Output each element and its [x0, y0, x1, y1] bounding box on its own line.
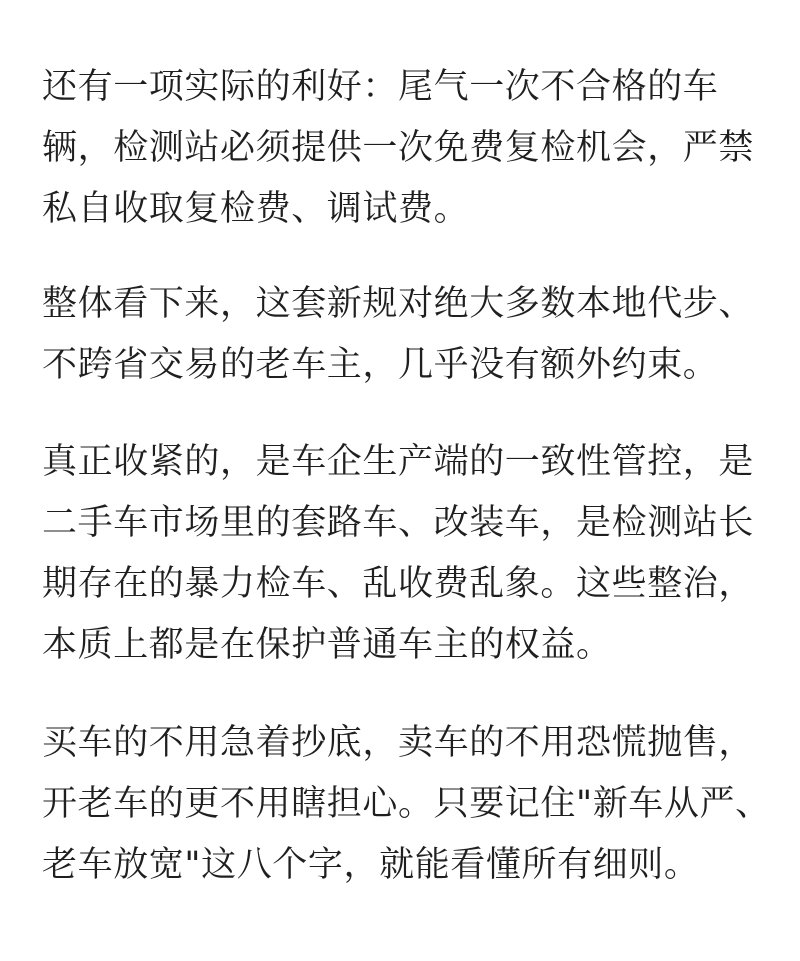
paragraph-line: 整体看下来，这套新规对绝大多数本地代步、 — [42, 284, 755, 324]
paragraph-line: 真正收紧的，是车企生产端的一致性管控，是 — [42, 442, 755, 482]
paragraph-line: 还有一项实际的利好：尾气一次不合格的车 — [42, 67, 719, 107]
paragraph-line: 辆，检测站必须提供一次免费复检机会，严禁 — [42, 128, 755, 168]
paragraph-tightening-areas — [42, 432, 782, 676]
paragraph-line: 不跨省交易的老车主，几乎没有额外约束。 — [42, 345, 719, 385]
paragraph-line: 期存在的暴力检车、乱收费乱象。这些整治， — [42, 564, 755, 604]
paragraph-line: 开老车的更不用瞎担心。只要记住"新车从严、 — [42, 784, 771, 824]
paragraph-line: 老车放宽"这八个字，就能看懂所有细则。 — [42, 845, 700, 885]
paragraph-emission-retest — [42, 57, 782, 240]
paragraph-advice — [42, 713, 782, 896]
paragraph-line: 买车的不用急着抄底，卖车的不用恐慌抛售， — [42, 723, 755, 763]
paragraph-line: 本质上都是在保护普通车主的权益。 — [42, 625, 612, 665]
paragraph-line: 二手车市场里的套路车、改装车，是检测站长 — [42, 503, 755, 543]
paragraph-overall-summary — [42, 274, 782, 396]
paragraph-line: 私自收取复检费、调试费。 — [42, 189, 470, 229]
